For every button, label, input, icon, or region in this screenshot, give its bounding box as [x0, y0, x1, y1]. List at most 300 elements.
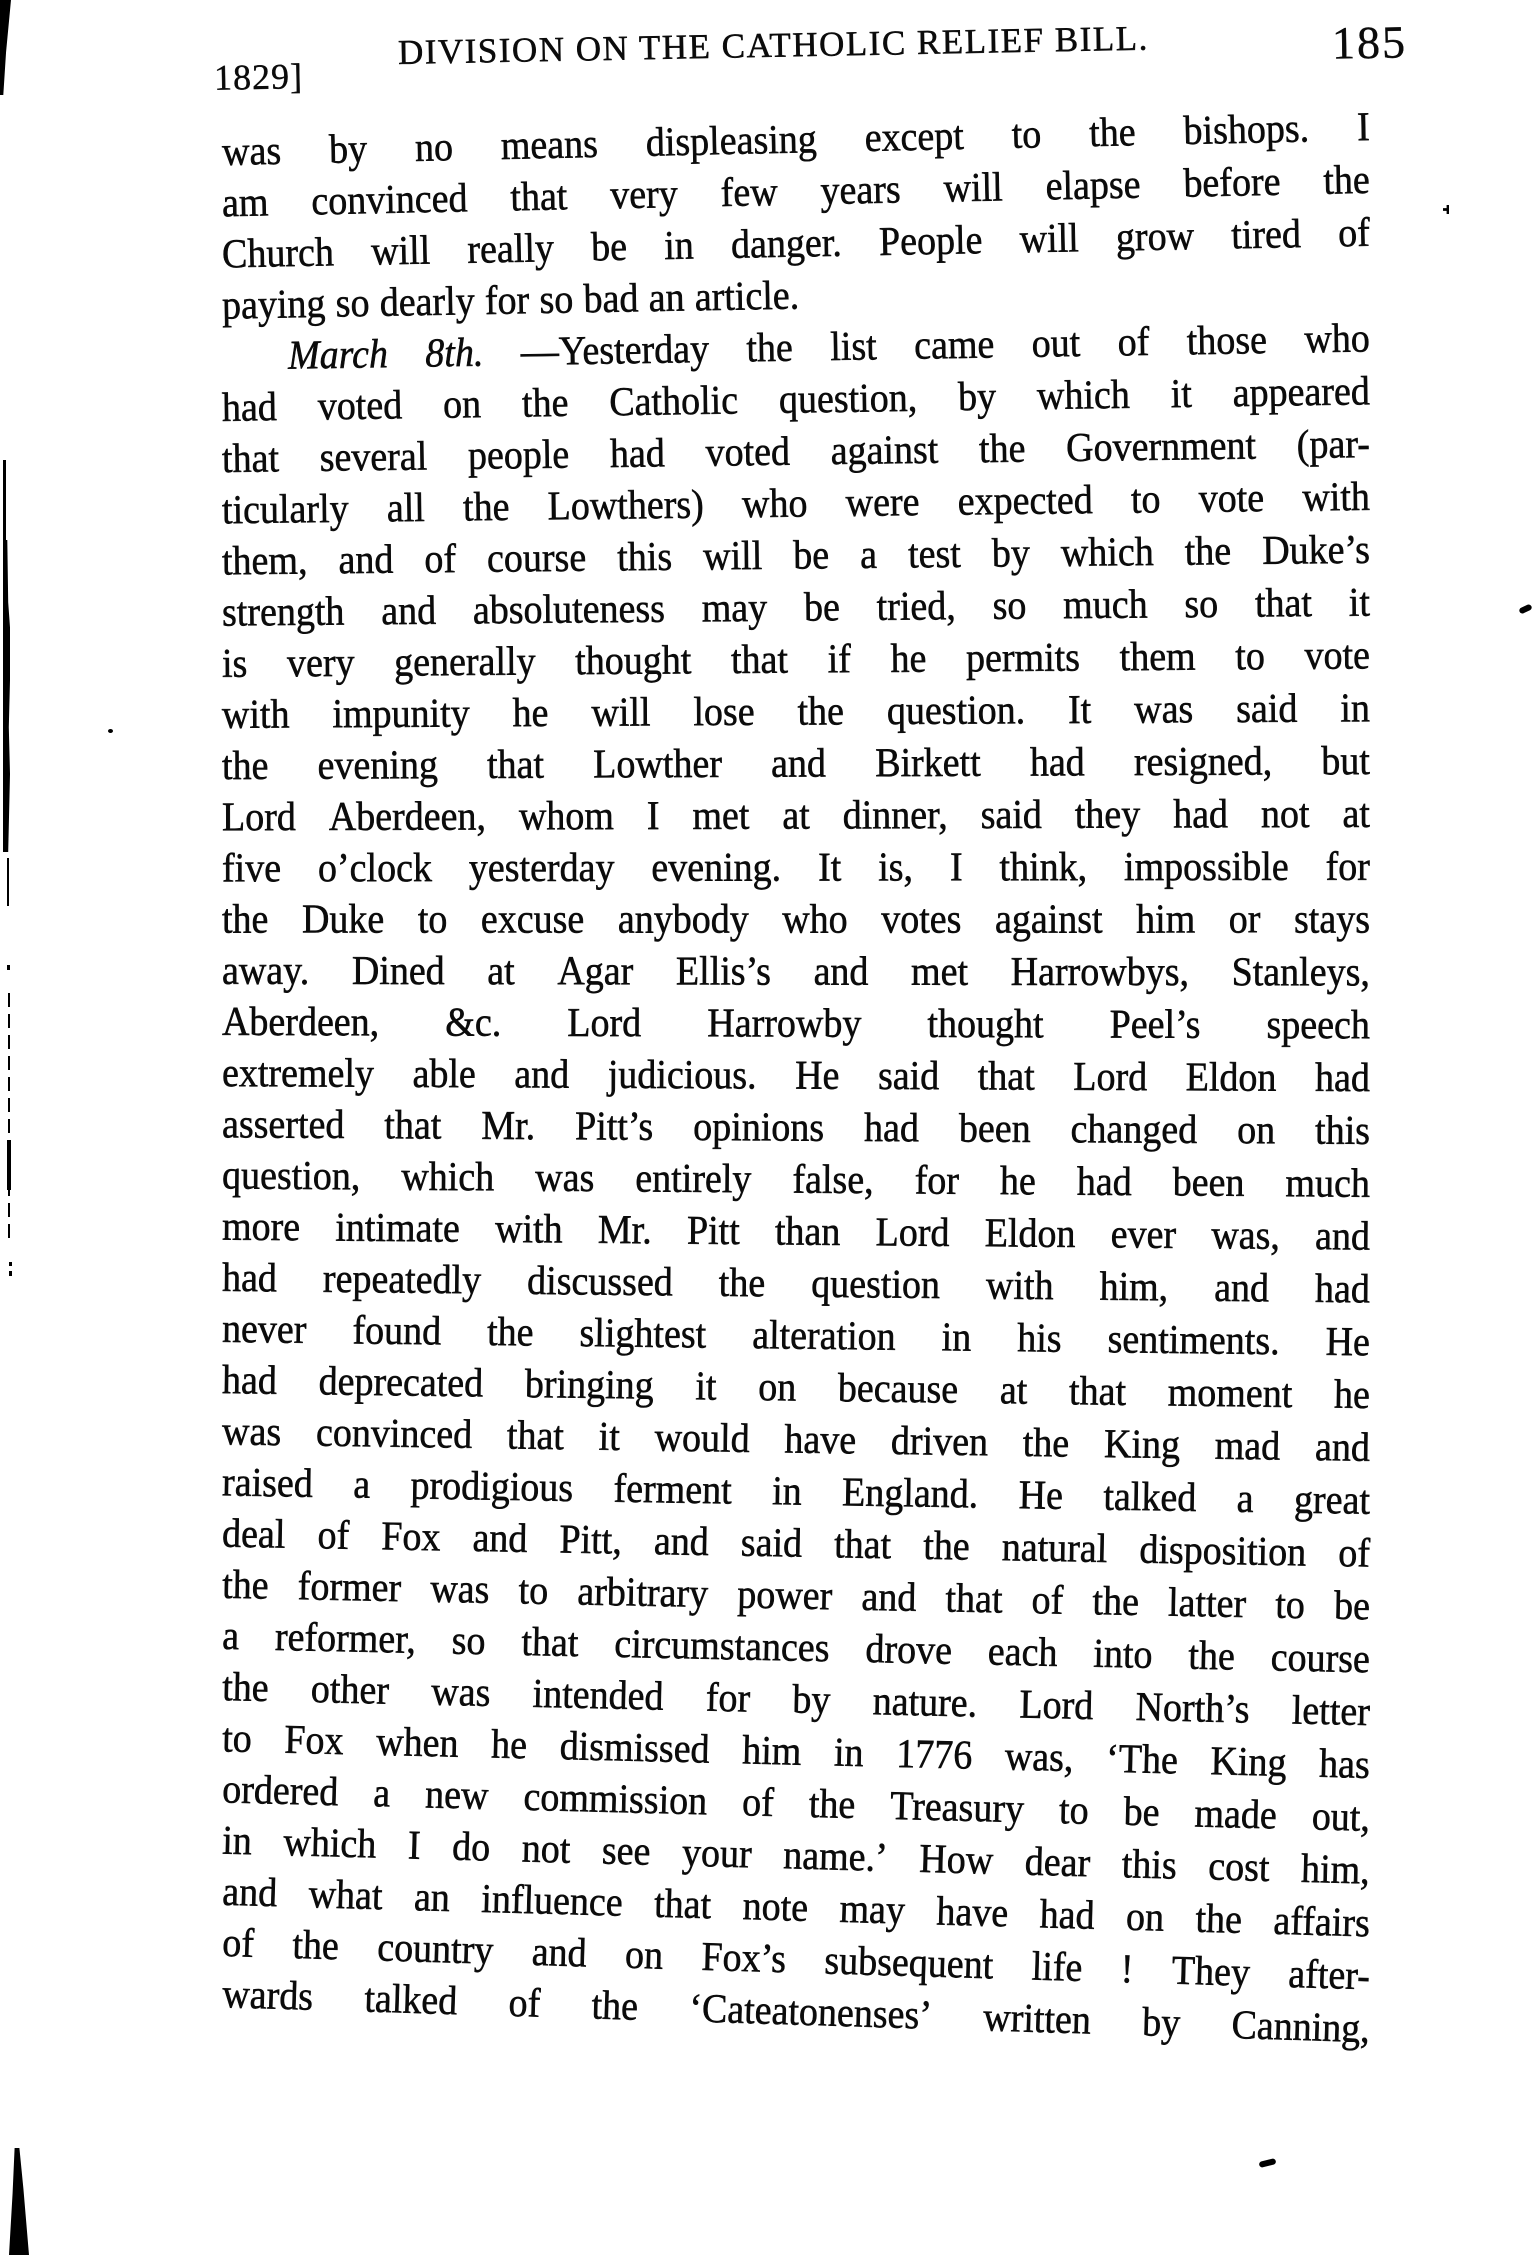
word: who [741, 480, 808, 527]
word: that [730, 637, 789, 683]
word: which [401, 1154, 495, 1201]
word: and [861, 1574, 917, 1621]
word: in [833, 1729, 865, 1776]
word: is [221, 641, 248, 687]
word: with [221, 691, 290, 738]
word: the [221, 743, 269, 789]
word: an [648, 274, 685, 321]
word: It [1067, 687, 1092, 733]
word: King [1210, 1738, 1288, 1786]
word: note [742, 1883, 809, 1931]
word: false, [792, 1156, 874, 1203]
word: him, [1099, 1264, 1169, 1311]
word: on [757, 1364, 797, 1411]
word: to [417, 897, 448, 943]
word: driven [890, 1418, 989, 1466]
word: raised [221, 1459, 314, 1507]
word: was [430, 1669, 491, 1716]
word: a [859, 532, 878, 578]
word: to [1130, 476, 1161, 523]
word: cost [1207, 1843, 1271, 1891]
word: them, [221, 537, 308, 585]
word: It [818, 844, 842, 891]
word: really [466, 225, 555, 273]
word: I [646, 793, 660, 839]
word: was [535, 1155, 595, 1201]
word: people [467, 431, 570, 479]
word: do [451, 1824, 491, 1871]
word: with [985, 1262, 1054, 1309]
word: great [1293, 1476, 1371, 1524]
word: very [286, 640, 355, 687]
word: and [514, 1051, 570, 1098]
word: Peel’s [1109, 1001, 1201, 1048]
word: bishops. [1183, 105, 1310, 154]
word: was, [1211, 1212, 1281, 1259]
word: absoluteness [472, 586, 666, 634]
word: so [539, 276, 574, 323]
word: for [1325, 844, 1370, 890]
word: affairs [1272, 1898, 1371, 1947]
word: few [720, 169, 779, 216]
word: &c. [445, 999, 502, 1046]
word: impossible [1124, 844, 1289, 890]
word: Lord [1073, 1054, 1148, 1100]
word: because [837, 1365, 959, 1413]
word: Harrowby [707, 1000, 862, 1047]
word: was [221, 1408, 282, 1455]
word: voted [705, 429, 791, 476]
word: by [957, 374, 997, 421]
word: other [310, 1666, 390, 1714]
word: latter [1167, 1580, 1247, 1627]
word: what [308, 1871, 384, 1919]
word: votes [881, 897, 962, 943]
word: had [1314, 1055, 1371, 1101]
word: of [1031, 1577, 1064, 1624]
word: means [500, 121, 599, 169]
word: article. [694, 272, 800, 321]
word: he [512, 690, 549, 736]
word: met [911, 949, 969, 995]
scan-artifact-bottom-wedge [9, 2148, 29, 2255]
word: He [1325, 1319, 1371, 1366]
word: o’clock [317, 845, 432, 892]
word: wards [221, 1971, 314, 2020]
word: it [1348, 579, 1371, 626]
word: will [591, 689, 651, 736]
word: that [653, 1881, 712, 1929]
word: I [1356, 104, 1371, 151]
word: convinced [315, 1410, 473, 1458]
word: if [827, 636, 852, 683]
word: the [797, 688, 845, 735]
word: Fox [283, 1717, 345, 1764]
word: Duke’s [1261, 527, 1371, 574]
word: Mr. [597, 1207, 652, 1254]
word: been [1172, 1159, 1245, 1206]
word: which [1060, 529, 1154, 576]
word: ‘The [1105, 1736, 1179, 1784]
word: much [1062, 581, 1148, 629]
word: not [1260, 791, 1310, 837]
word: may [701, 585, 768, 632]
word: Lord [221, 794, 296, 841]
word: new [424, 1771, 490, 1819]
word: was, [1004, 1733, 1075, 1781]
word: to [518, 1567, 549, 1614]
word: a [1236, 1476, 1254, 1522]
word: those [1186, 317, 1268, 365]
word: which [1036, 372, 1131, 419]
word: Fox’s [700, 1934, 787, 1983]
word: arbitrary [576, 1568, 709, 1617]
word: ‘Cateatonenses’ [688, 1985, 933, 2039]
word: was [221, 128, 282, 175]
word: been [958, 1105, 1031, 1152]
word: discussed [526, 1258, 674, 1306]
word: it [598, 1414, 621, 1460]
word: at [999, 1367, 1028, 1414]
word: Harrowbys, [1010, 949, 1190, 995]
word: intended [532, 1671, 665, 1720]
word: and [531, 1929, 588, 1977]
word: the [746, 325, 794, 372]
word: of [1117, 319, 1150, 366]
word: Lord [875, 1209, 950, 1256]
word: name.’ [782, 1832, 889, 1881]
word: Birkett [875, 740, 981, 787]
word: the [221, 1664, 270, 1711]
word: bringing [524, 1361, 655, 1409]
word: judicious. [607, 1052, 757, 1099]
word: Fox [380, 1513, 441, 1561]
word: a [372, 1770, 391, 1817]
scan-artifact-edge-line [7, 858, 9, 906]
word: grow [1115, 213, 1195, 261]
word: met [692, 793, 750, 839]
text-line [222, 790, 1370, 850]
scan-artifact-speck [1443, 205, 1451, 214]
word: vote [1304, 632, 1371, 679]
word: was [429, 1566, 490, 1613]
text-line [222, 843, 1370, 901]
word: think, [999, 844, 1088, 891]
word: he [1333, 1372, 1371, 1418]
word: speech [1266, 1002, 1371, 1049]
word: in [663, 222, 695, 269]
word: years [820, 166, 902, 214]
word: be [1123, 1789, 1161, 1836]
word: that [945, 1575, 1003, 1623]
word: Canning, [1230, 2002, 1371, 2052]
word: be [1333, 1583, 1371, 1630]
word: at [487, 948, 515, 994]
word: paying [221, 281, 326, 329]
word: had [221, 1255, 278, 1302]
word: resigned, [1133, 738, 1273, 785]
word: 1776 [895, 1731, 973, 1779]
word: that [1068, 1368, 1127, 1415]
word: Eldon [1185, 1054, 1277, 1101]
word: Aberdeen, [328, 793, 487, 840]
word: of [507, 1980, 541, 2027]
word: five [221, 845, 282, 892]
word: dearly [379, 278, 476, 326]
word: question, [221, 1152, 361, 1200]
word: be [793, 532, 830, 579]
word: a [221, 1613, 240, 1659]
word: displeasing [645, 116, 818, 166]
word: and [381, 588, 437, 634]
word: I [949, 844, 963, 891]
word: that [977, 1053, 1035, 1100]
word: but [1321, 738, 1370, 785]
scan-artifact-dot [9, 1262, 12, 1266]
word: commission [523, 1774, 708, 1825]
word: excuse [480, 897, 585, 943]
word: the [1194, 1896, 1243, 1943]
word: not [521, 1825, 571, 1873]
word: this [1314, 1107, 1371, 1154]
word: Government [1065, 422, 1257, 471]
word: question, [778, 375, 918, 423]
word: deal [221, 1510, 286, 1558]
scan-artifact-speck [1518, 604, 1532, 615]
word: a [352, 1461, 371, 1508]
header-year-marker: 1829] [213, 56, 304, 98]
word: Stanleys, [1231, 949, 1370, 996]
word: Pitt’s [574, 1103, 654, 1150]
word: impunity [332, 690, 470, 738]
scan-artifact-edge-line [4, 540, 10, 852]
text-line [222, 896, 1370, 952]
word: letter [1291, 1687, 1371, 1735]
word: drove [865, 1626, 953, 1674]
word: found [352, 1307, 442, 1355]
word: had [1039, 1891, 1096, 1939]
word: said [740, 1520, 803, 1567]
word: with [494, 1206, 563, 1253]
word: will [943, 164, 1004, 212]
word: on [1237, 1107, 1276, 1154]
word: to [221, 1715, 253, 1762]
word: opinions [693, 1104, 825, 1151]
word: England. [841, 1469, 979, 1518]
word: entirely [635, 1155, 752, 1203]
word: who [782, 897, 848, 943]
word: the [1092, 1578, 1140, 1625]
scan-artifact-dash [1259, 2158, 1277, 2168]
word: them [1119, 634, 1196, 680]
word: former [297, 1563, 402, 1611]
word: be [590, 224, 628, 271]
word: have [935, 1888, 1009, 1937]
word: or [1228, 897, 1261, 943]
text-line [222, 947, 1370, 1005]
word: your [681, 1830, 753, 1878]
word: question. [886, 687, 1026, 734]
word: that [509, 173, 568, 221]
word: expected [957, 477, 1093, 525]
word: the [521, 380, 569, 427]
word: the [808, 1781, 856, 1828]
word: he [999, 1158, 1037, 1205]
word: may [838, 1886, 906, 1934]
word: ordered [221, 1766, 339, 1816]
word: North’s [1135, 1684, 1251, 1733]
word-italic: 8th. [424, 330, 484, 377]
word: natural [1001, 1524, 1108, 1572]
word: ferment [613, 1466, 733, 1514]
word: the [922, 1523, 971, 1570]
word: that [521, 1619, 579, 1666]
scan-artifact-dot [9, 1271, 12, 1276]
word: in [771, 1468, 803, 1515]
word: his [1016, 1315, 1062, 1362]
word: tired [1230, 211, 1302, 259]
word: the [1022, 1420, 1070, 1467]
word: to [1058, 1787, 1090, 1834]
word: several [319, 433, 428, 481]
word: course [1270, 1634, 1371, 1683]
word: Dined [351, 948, 445, 994]
word: deprecated [318, 1358, 484, 1407]
word: the [1088, 109, 1137, 156]
word: against [830, 427, 939, 474]
word: of [1337, 210, 1371, 257]
word: of [741, 1779, 775, 1826]
word: at [1342, 791, 1370, 837]
word: mad [1214, 1423, 1281, 1470]
word: the [462, 484, 510, 531]
word: reformer, [274, 1614, 417, 1663]
scan-artifact-top-wedge [0, 0, 11, 95]
page-number: 185 [1331, 16, 1408, 69]
word: after- [1287, 1951, 1371, 2000]
word: to [1274, 1582, 1306, 1628]
word: and [338, 537, 394, 583]
word: they [1074, 791, 1141, 838]
word: and [1314, 1213, 1371, 1260]
word: at [782, 792, 810, 839]
word: him, [1300, 1846, 1371, 1894]
word: course [486, 535, 587, 582]
word: for [705, 1675, 751, 1722]
word: on [1125, 1894, 1165, 1941]
word: influence [480, 1876, 624, 1926]
word: that [833, 1521, 892, 1569]
word: that [506, 1412, 565, 1459]
word: ! [1120, 1946, 1135, 1993]
word: slightest [579, 1310, 707, 1358]
word: (par- [1296, 421, 1371, 468]
word: appeared [1232, 368, 1371, 417]
word: subsequent [823, 1937, 994, 1989]
word: had [221, 1357, 278, 1404]
word: that [1254, 580, 1313, 627]
word: of [317, 1512, 350, 1559]
word: I [407, 1822, 422, 1869]
word: Lord [1018, 1681, 1094, 1729]
word: asserted [221, 1101, 345, 1148]
word: generally [394, 638, 536, 686]
word: Pitt, [559, 1516, 623, 1564]
word: against [994, 897, 1103, 943]
word: was [1134, 686, 1194, 733]
word: had [609, 430, 666, 477]
word: so [1184, 581, 1219, 627]
word: see [601, 1827, 652, 1875]
word: so [992, 582, 1027, 629]
word: Eldon [984, 1210, 1076, 1257]
word: had [863, 1105, 920, 1152]
word: said [980, 792, 1042, 838]
word: the [718, 1260, 766, 1307]
word: had [1029, 739, 1085, 786]
word: convinced [310, 175, 468, 225]
word: Pitt [686, 1208, 740, 1254]
word: than [774, 1208, 841, 1255]
word: strength [221, 588, 345, 636]
word: country [376, 1924, 495, 1974]
word: had [1173, 791, 1229, 838]
word: of [424, 536, 457, 583]
word: alteration [751, 1312, 896, 1360]
word: so [335, 280, 370, 327]
word: He [1018, 1472, 1064, 1519]
word: had [1314, 1266, 1371, 1313]
word: Agar [557, 948, 634, 995]
word: made [1194, 1790, 1278, 1839]
word: each [987, 1628, 1058, 1676]
word: more [221, 1203, 301, 1251]
word: of [221, 1920, 255, 1967]
word: would [654, 1414, 750, 1462]
word: by [328, 126, 368, 173]
word: life [1031, 1943, 1083, 1991]
word: permits [965, 634, 1081, 682]
word: had [221, 384, 278, 431]
word: dinner, [842, 792, 948, 839]
word: he [890, 636, 927, 682]
scan-artifact-dashed-line [8, 993, 10, 1240]
word: who [1304, 315, 1371, 363]
word: the [978, 425, 1026, 472]
word: talked [1103, 1473, 1197, 1521]
word: intimate [335, 1204, 461, 1252]
word: and [1213, 1265, 1270, 1312]
word: and [472, 1515, 528, 1562]
word: out, [1311, 1793, 1371, 1841]
word: sentiments. [1107, 1316, 1280, 1365]
word: no [414, 124, 454, 171]
word: into [1092, 1631, 1153, 1678]
word: repeatedly [322, 1256, 482, 1304]
word: him [741, 1727, 802, 1775]
word: before [1182, 159, 1281, 207]
word: evening [317, 742, 438, 789]
word: Duke [301, 897, 385, 943]
word: by [991, 530, 1031, 577]
word: with [1302, 474, 1371, 521]
word: when [375, 1719, 460, 1767]
word: thought [575, 637, 692, 684]
word: yesterday [468, 845, 615, 891]
word: written [982, 1994, 1092, 2044]
word: list [829, 323, 878, 370]
word: People [878, 217, 983, 265]
